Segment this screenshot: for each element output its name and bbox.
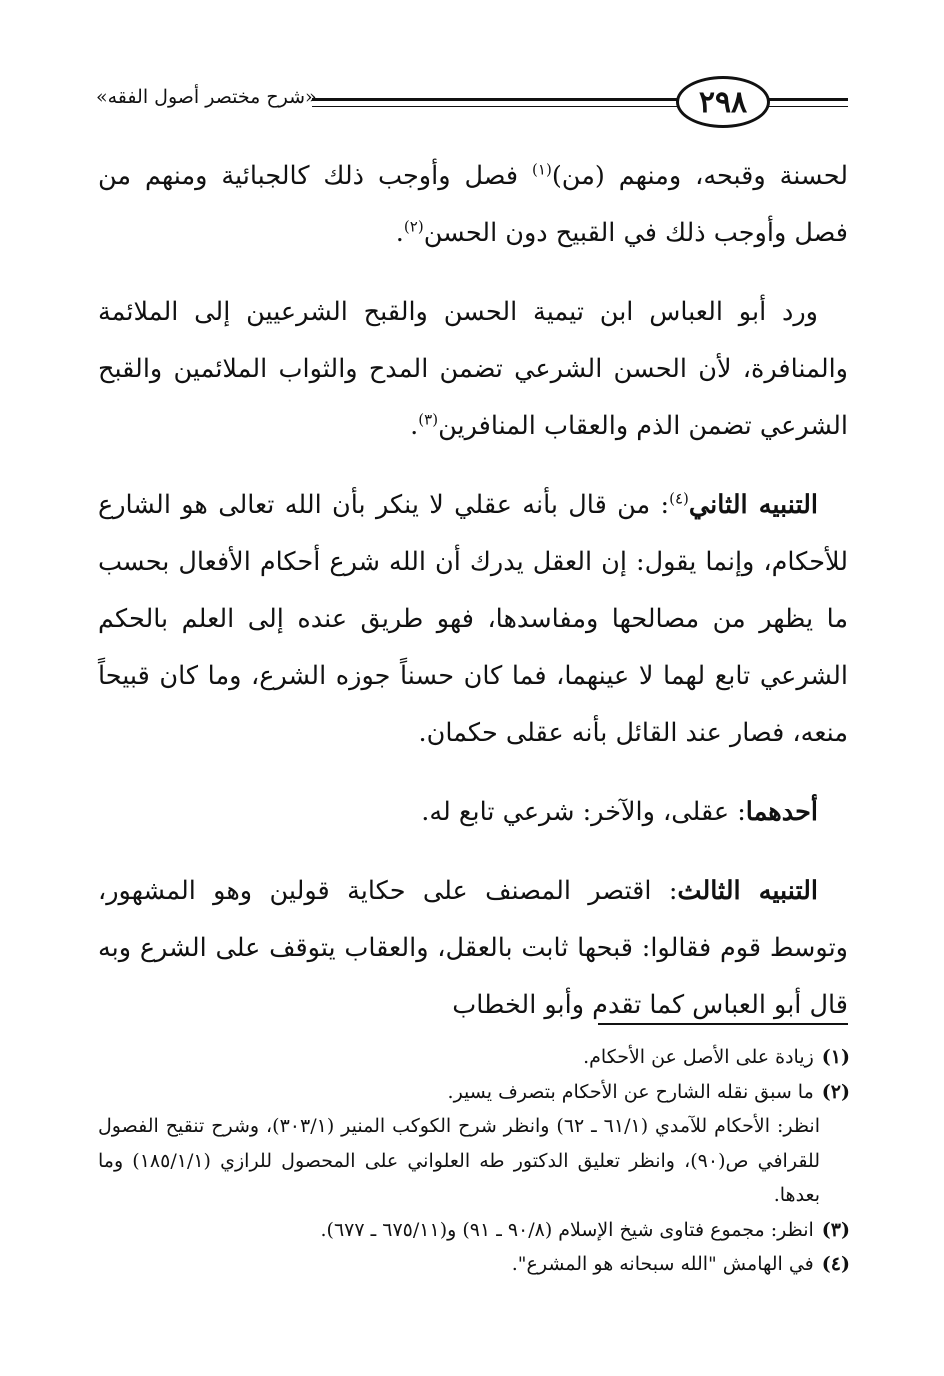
footnote-2-text: ما سبق نقله الشارح عن الأحكام بتصرف يسير. [447,1080,814,1103]
heading-first: أحدهما [745,797,818,827]
footnote-2 [98,1075,850,1110]
paragraph-3 [98,477,848,762]
footnote-ref-4: (٤) [669,489,689,508]
paragraph-4 [98,784,848,841]
p4-text: : عقلى، والآخر: شرعي تابع له. [421,797,746,827]
footnote-1 [98,1040,850,1075]
paragraph-2 [98,284,848,455]
footnote-3 [98,1213,850,1248]
footnote-4-number: (٤) [821,1253,850,1275]
footnote-3-text: انظر: مجموع فتاوى شيخ الإسلام (٩٠/٨ ـ ٩١) و(٦٧٥/١١ ـ ٦٧٧). [320,1218,814,1241]
footnote-3-number: (٣) [821,1218,850,1241]
paragraph-1 [98,148,848,262]
p2-text-a: ورد أبو العباس ابن تيمية الحسن والقبح الشرعيين إلى الملائمة والمنافرة، لأن الحسن الشرعي تضمن المدح والثواب الملائمين والقبح الشرعي تضمن الذم والعقاب المنافرين [98,297,848,441]
p3-text: : من قال بأنه عقلي لا ينكر بأن الله تعالى هو الشارع للأحكام، وإنما يقول: إن العقل يدرك أن الله شرع أحكام الأفعال بحسب ما يظهر من مصالحها ومفاسدها، فهو طريق عنده إلى العلم بالحكم الشرعي تابع لهما لا عينهما، فما كان حسناً جوزه الشرع، وما كان قبيحاً منعه، فصار عند القائل بأنه عقلى حكمان. [98,490,848,748]
heading-second-note: التنبيه الثاني [688,490,818,520]
main-text [98,148,848,1056]
footnote-1-text: زيادة على الأصل عن الأحكام. [583,1046,814,1068]
page-number: ٢٩٨ [676,76,770,128]
footnote-1-number: (١) [821,1046,850,1068]
footnote-separator [598,1023,848,1025]
footnote-4-text: في الهامش "الله سبحانه هو المشرع". [511,1253,814,1275]
footnote-ref-2: (٢) [403,217,424,236]
heading-third-note: التنبيه الثالث [677,876,818,906]
footnotes [98,1040,850,1282]
paragraph-5 [98,863,848,1034]
footnote-2-number: (٢) [821,1080,850,1103]
p1-text-b: فصل وأوجب ذلك كالجبائية ومنهم من فصل وأوجب ذلك في القبيح دون الحسن [98,161,848,248]
p2-text-b: . [410,411,419,441]
page-header [0,58,944,148]
p5-text: : اقتصر المصنف على حكاية قولين وهو المشهور، وتوسط قوم فقالوا: قبحها ثابت بالعقل، والعقاب يتوقف على الشرع وبه قال أبو العباس كما تقدم وأبو الخطاب [98,876,848,1020]
p1-text-c: . [395,218,404,248]
p1-text-a: لحسنة وقبحه، ومنهم (من) [551,161,848,191]
running-title: «شرح مختصر أصول الفقه» [96,86,317,108]
footnote-4 [98,1247,850,1282]
footnote-2-continuation: انظر: الأحكام للآمدي (٦١/١ ـ ٦٢) وانظر شرح الكوكب المنير (٣٠٣/١)، وشرح تنقيح الفصول للقرافي ص(٩٠)، وانظر تعليق الدكتور طه العلواني على المحصول للرازي (١٨٥/١/١) وما بعدها. [98,1115,821,1206]
footnote-ref-1: (١) [532,160,552,179]
footnote-ref-3: (٣) [418,410,439,429]
